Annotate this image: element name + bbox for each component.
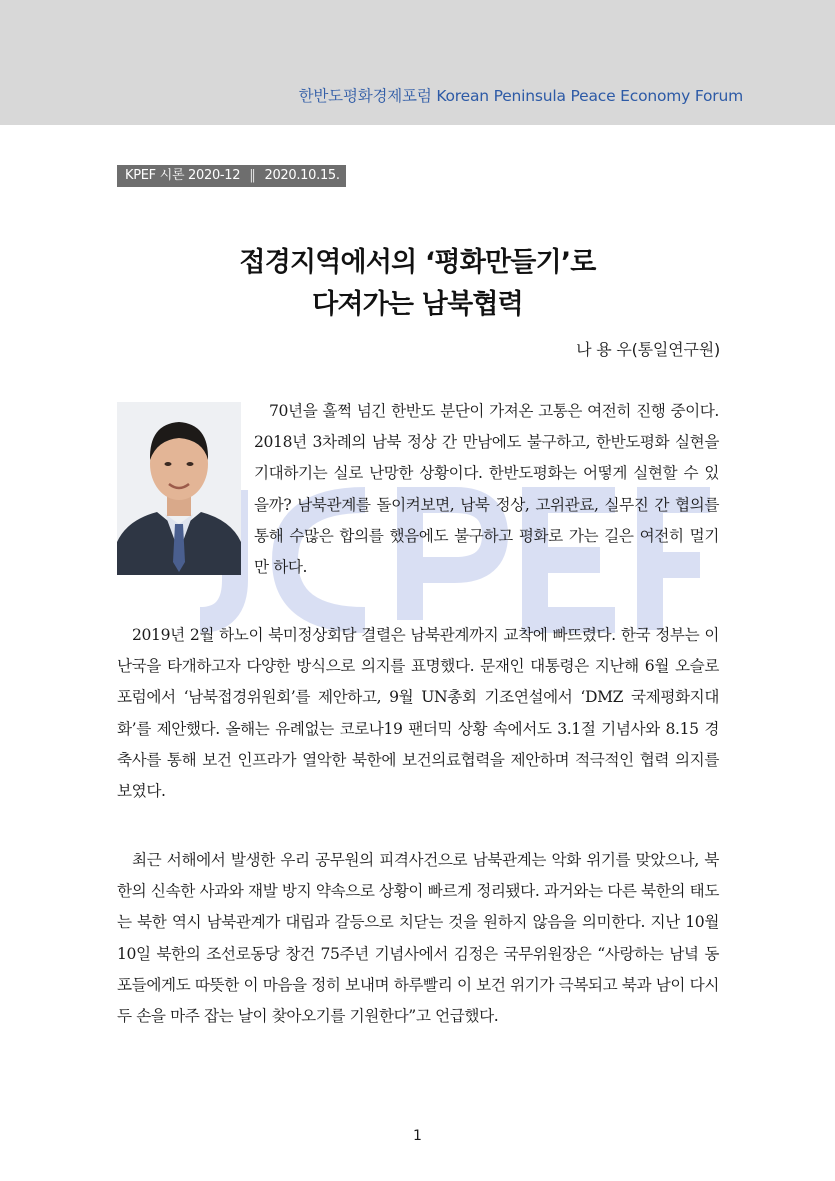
issue-date: 2020.10.15.	[264, 168, 340, 183]
article-title-line1: 접경지역에서의 ‘평화만들기’로	[239, 247, 596, 278]
header-band	[0, 0, 835, 125]
forum-title: 한반도평화경제포럼 Korean Peninsula Peace Economy Forum	[298, 87, 743, 105]
issue-tag	[117, 165, 346, 187]
article-paragraph	[117, 396, 719, 583]
article-paragraph: 2019년 2월 하노이 북미정상회담 결렬은 남북관계까지 교착에 빠뜨렸다. 한국 정부는 이 난국을 타개하고자 다양한 방식으로 의지를 표명했다. 문재인 대통령은 지난해 6월 오슬로포럼에서 ‘남북접경위원회’를 제안하고, 9월 UN총회 기조연설에서 ‘DMZ 국제평화지대화’를 제안했다. 올해는 유례없는 코로나19 팬더믹 상황 속에서도 3.1절 기념사와 8.15 경축사를 통해 보건 인프라가 열악한 북한에 보건의료협력을 제안하며 적극적인 협력 의지를 보였다.	[117, 626, 719, 801]
issue-separator: ‖	[249, 168, 256, 183]
page-number: 1	[413, 1128, 422, 1144]
issue-series: KPEF 시론 2020-12	[125, 168, 241, 183]
article-paragraph: 최근 서해에서 발생한 우리 공무원의 피격사건으로 남북관계는 악화 위기를 맞았으나, 북한의 신속한 사과와 재발 방지 약속으로 상황이 빠르게 정리됐다. 과거와는 다른 북한의 태도는 북한 역시 남북관계가 대립과 갈등으로 치닫는 것을 원하지 않음을 의미한다. 지난 10월 10일 북한의 조선로동당 창건 75주년 기념사에서 김정은 국무위원장은 “사랑하는 남녘 동포들에게도 따뜻한 이 마음을 정히 보내며 하루빨리 이 보건 위기가 극복되고 북과 남이 다시 두 손을 마주 잡는 날이 찾아오기를 기원한다”고 언급했다.	[117, 851, 719, 1026]
author-byline: 나 용 우(통일연구원)	[576, 340, 720, 359]
paragraph-text: 70년을 훌쩍 넘긴 한반도 분단이 가져온 고통은 여전히 진행 중이다. 2018년 3차례의 남북 정상 간 만남에도 불구하고, 한반도평화 실현을 기대하기는 실로 난망한 상황이다. 한반도평화는 어떻게 실현할 수 있을까? 남북관계를 돌이켜보면, 남북 정상, 고위관료, 실무진 간 협의를 통해 수많은 합의를 했음에도 불구하고 평화로 가는 길은 여전히 멀기만 하다.	[254, 402, 719, 577]
article-title-line2: 다져가는 남북협력	[312, 289, 523, 320]
